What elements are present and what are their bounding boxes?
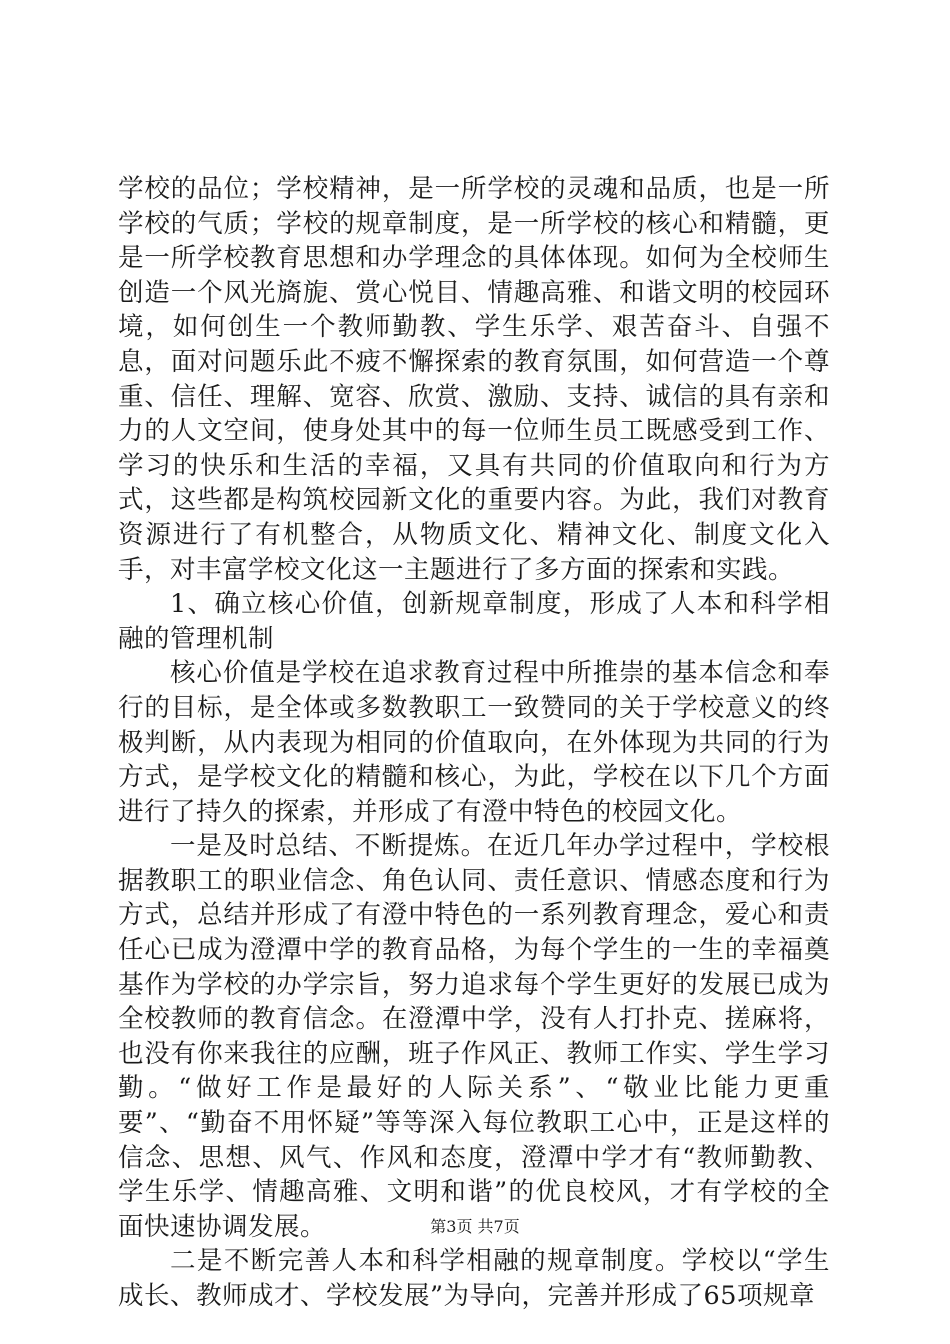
paragraph-core-values: 核心价值是学校在追求教育过程中所推崇的基本信念和奉行的目标，是全体或多数教职工一致赞同的关于学校意义的终极判断，从内表现为相同的价值取向，在外体现为共同的行为方式，是学校文化的精髓和核心，为此，学校在以下几个方面进行了持久的探索，并形成了有澄中特色的校园文化。 xyxy=(118,658,830,827)
section-heading-core-values: 1、确立核心价值，创新规章制度，形成了人本和科学相融的管理机制 xyxy=(118,589,830,654)
paragraph-school-culture-intro: 学校的品位；学校精神，是一所学校的灵魂和品质，也是一所学校的气质；学校的规章制度，是一所学校的核心和精髓，更是一所学校教育思想和办学理念的具体体现。如何为全校师生创造一个风光旖旎、赏心悦目、情趣高雅、和谐文明的校园环境，如何创生一个教师勤教、学生乐学、艰苦奋斗、自强不息，面对问题乐此不疲不懈探索的教育氛围，如何营造一个尊重、信任、理解、宽容、欣赏、激励、支持、诚信的具有亲和力的人文空间，使身处其中的每一位师生员工既感受到工作、学习的快乐和生活的幸福，又具有共同的价值取向和行为方式，这些都是构筑校园新文化的重要内容。为此，我们对教育资源进行了有机整合，从物质文化、精神文化、制度文化入手，对丰富学校文化这一主题进行了多方面的探索和实践。 xyxy=(118,174,830,585)
paragraph-rules-system: 二是不断完善人本和科学相融的规章制度。学校以“学生成长、教师成才、学校发展”为导向，完善并形成了65项规章 xyxy=(118,1246,830,1311)
page-number-footer: 第3页 共7页 xyxy=(430,1217,520,1236)
paragraph-summarize-refine: 一是及时总结、不断提炼。在近几年办学过程中，学校根据教职工的职业信念、角色认同、责任意识、情感态度和行为方式，总结并形成了有澄中特色的一系列教育理念，爱心和责任心已成为澄潭中学的教育品格，为每个学生的一生的幸福奠基作为学校的办学宗旨，努力追求每个学生更好的发展已成为全校教师的教育信念。在澄潭中学，没有人打扑克、搓麻将，也没有你来我往的应酬，班子作风正、教师工作实、学生学习勤。“做好工作是最好的人际关系”、“敬业比能力更重要”、“勤奋不用怀疑”等等深入每位教职工心中，正是这样的信念、思想、风气、作风和态度，澄潭中学才有“教师勤教、学生乐学、情趣高雅、文明和谐”的优良校风，才有学校的全面快速协调发展。 xyxy=(118,831,830,1242)
document-body xyxy=(118,172,830,1314)
